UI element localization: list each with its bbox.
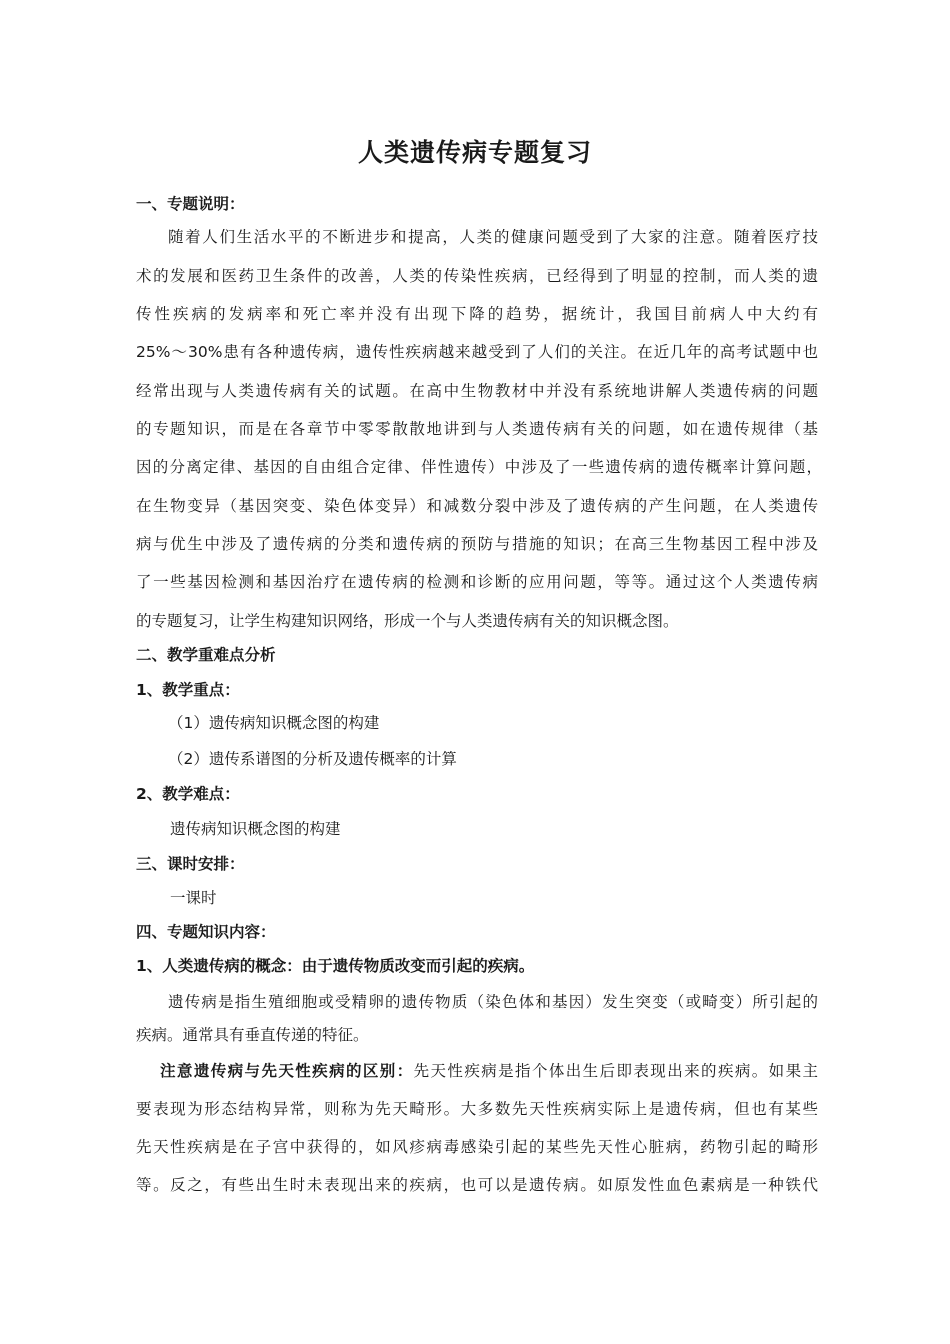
section-2-1-heading: 1、教学重点： <box>136 681 240 699</box>
s4-note-line-4: 等。反之，有些出生时未表现出来的疾病，也可以是遗传病。如原发性血色素病是一种铁代 <box>136 1176 818 1194</box>
s1-line-6: 的专题知识，而是在各章节中零零散散地讲到与人类遗传病有关的问题，如在遗传规律（基 <box>136 420 818 438</box>
s1-line-4: 25%～30%患有各种遗传病，遗传性疾病越来越受到了人们的关注。在近几年的高考试题中也 <box>136 343 818 361</box>
s4-para-line-2: 疾病。通常具有垂直传递的特征。 <box>136 1026 369 1044</box>
section-1-heading: 一、专题说明： <box>136 195 245 213</box>
s4-note-line-1 <box>160 1061 818 1081</box>
s1-line-10: 了一些基因检测和基因治疗在遗传病的检测和诊断的应用问题，等等。通过这个人类遗传病 <box>136 573 818 591</box>
note-label: 注意遗传病与先天性疾病的区别： <box>160 1062 414 1080</box>
s1-line-11: 的专题复习，让学生构建知识网络，形成一个与人类遗传病有关的知识概念图。 <box>136 612 679 630</box>
s1-line-1: 随着人们生活水平的不断进步和提高，人类的健康问题受到了大家的注意。随着医疗技 <box>168 228 818 246</box>
s1-line-7: 因的分离定律、基因的自由组合定律、伴性遗传）中涉及了一些遗传病的遗传概率计算问题， <box>136 458 822 476</box>
s1-line-5: 经常出现与人类遗传病有关的试题。在高中生物教材中并没有系统地讲解人类遗传病的问题 <box>136 382 818 400</box>
s1-line-8: 在生物变异（基因突变、染色体变异）和减数分裂中涉及了遗传病的产生问题，在人类遗传 <box>136 497 818 515</box>
section-3-heading: 三、课时安排： <box>136 855 245 873</box>
note-first-text: 先天性疾病是指个体出生后即表现出来的疾病。如果主 <box>413 1062 818 1080</box>
class-hours: 一课时 <box>170 889 217 907</box>
s4-note-line-3: 先天性疾病是在子宫中获得的，如风疹病毒感染引起的某些先天性心脏病，药物引起的畸形 <box>136 1138 818 1156</box>
s4-para-line-1: 遗传病是指生殖细胞或受精卵的遗传物质（染色体和基因）发生突变（或畸变）所引起的 <box>168 993 818 1011</box>
section-4-heading: 四、专题知识内容： <box>136 923 276 941</box>
section-2-2-heading: 2、教学难点： <box>136 785 240 803</box>
key-point-1: （1）遗传病知识概念图的构建 <box>168 714 380 732</box>
key-point-2: （2）遗传系谱图的分析及遗传概率的计算 <box>168 750 457 768</box>
s1-line-2: 术的发展和医药卫生条件的改善，人类的传染性疾病，已经得到了明显的控制，而人类的遗 <box>136 267 818 285</box>
difficult-point: 遗传病知识概念图的构建 <box>170 820 341 838</box>
s1-line-3: 传性疾病的发病率和死亡率并没有出现下降的趋势，据统计，我国目前病人中大约有 <box>136 305 818 323</box>
section-4-1-heading: 1、人类遗传病的概念：由于遗传物质改变而引起的疾病。 <box>136 957 535 975</box>
page-title: 人类遗传病专题复习 <box>357 138 592 167</box>
s1-line-9: 病与优生中涉及了遗传病的分类和遗传病的预防与措施的知识；在高三生物基因工程中涉及 <box>136 535 818 553</box>
s4-note-line-2: 要表现为形态结构异常，则称为先天畸形。大多数先天性疾病实际上是遗传病，但也有某些 <box>136 1100 818 1118</box>
section-2-heading: 二、教学重难点分析 <box>136 646 276 664</box>
